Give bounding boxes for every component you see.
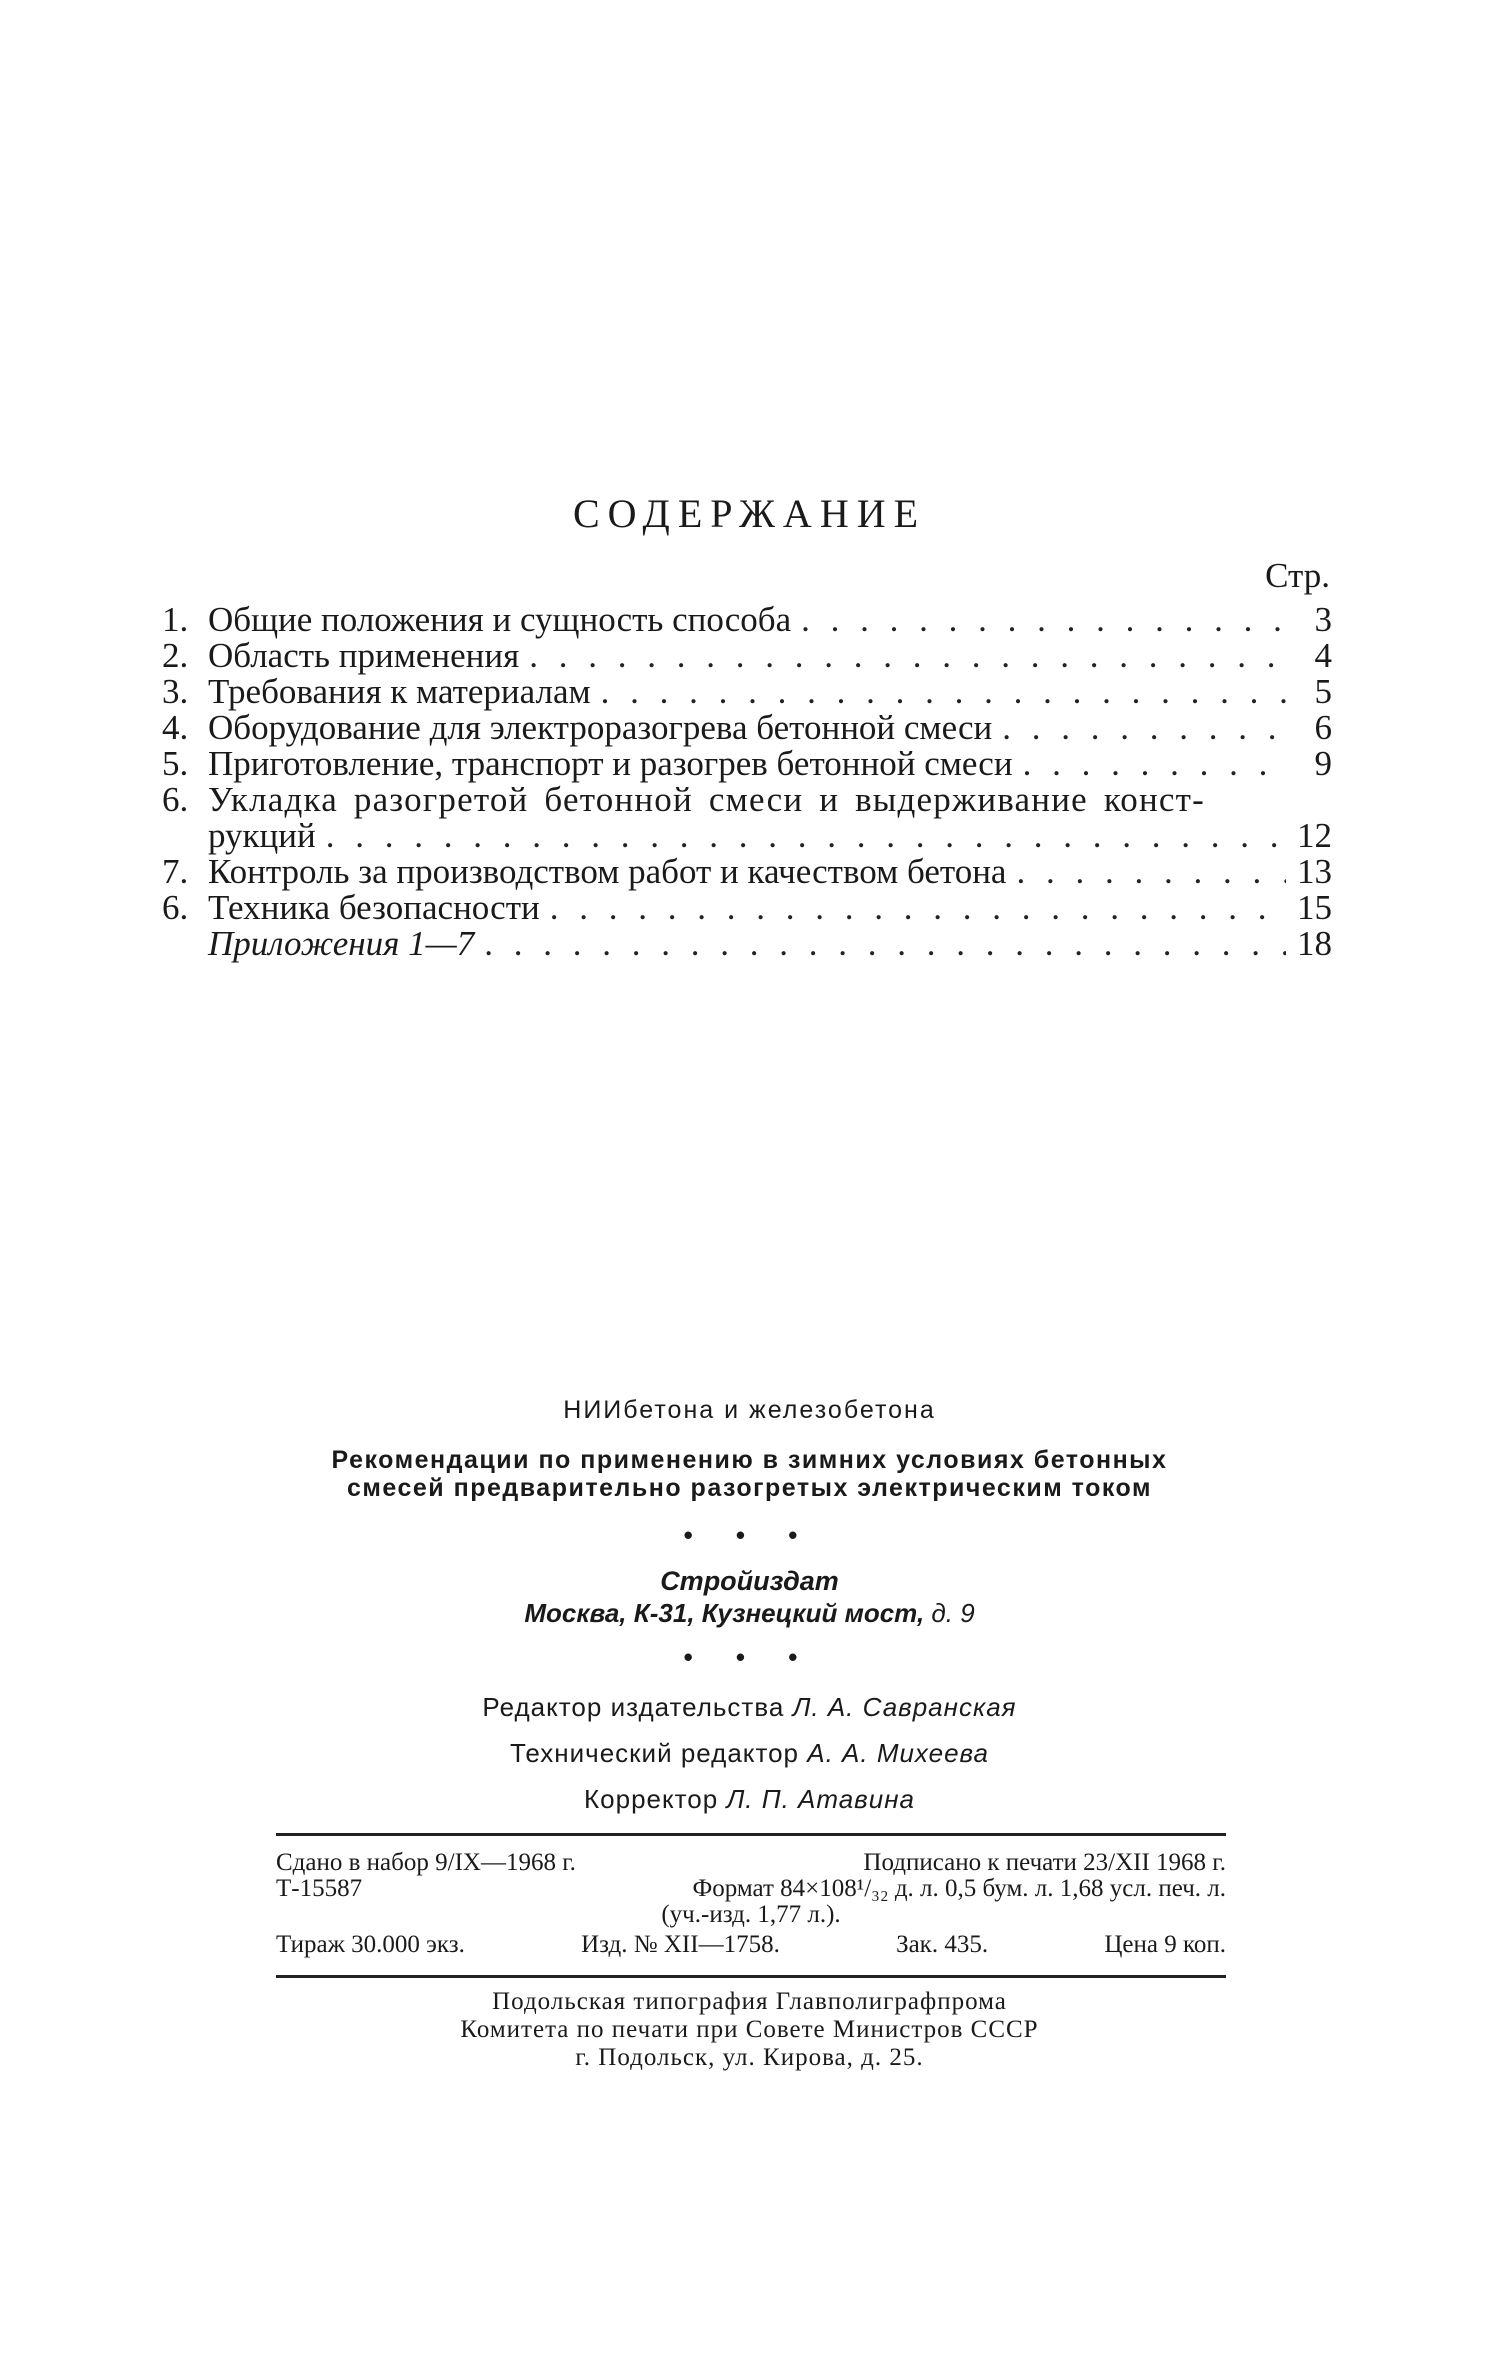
toc-entry bbox=[162, 890, 1332, 926]
toc-dot-leader bbox=[992, 710, 1286, 746]
toc-entry-title-line1: Укладка разогретой бетонной смеси и выдерживание конст- bbox=[208, 780, 1205, 819]
typeset-date: Сдано в набор 9/IX—1968 г. bbox=[276, 1849, 576, 1876]
toc-entry-title: Контроль за производством работ и качеством бетона bbox=[208, 852, 1007, 891]
edition-number: Изд. № XII—1758. bbox=[581, 1931, 780, 1958]
toc-entry-number: 6. bbox=[162, 780, 189, 819]
toc-entry-number: 5. bbox=[162, 744, 189, 783]
print-details bbox=[276, 1850, 1226, 1958]
toc-entry-number: 6. bbox=[162, 888, 189, 927]
toc-entry bbox=[162, 746, 1332, 782]
toc-entry-page: 3 bbox=[1314, 600, 1332, 639]
credit-name: Л. П. Атавина bbox=[726, 1784, 915, 1814]
credit-role: Технический редактор bbox=[509, 1738, 799, 1768]
printer-line1: Подольская типография Главполиграфпрома bbox=[492, 1988, 1007, 2015]
toc-entry bbox=[162, 854, 1332, 890]
toc-entry-page: 6 bbox=[1314, 708, 1332, 747]
print-run: Тираж 30.000 экз. bbox=[276, 1931, 465, 1958]
publisher-sheets: (уч.-изд. 1,77 л.). bbox=[661, 1901, 841, 1928]
toc-entry bbox=[162, 782, 1332, 818]
contents-page-column-header: Стр. bbox=[1265, 556, 1330, 595]
publication-title-line1: Рекомендации по применению в зимних условиях бетонных bbox=[331, 1446, 1168, 1474]
toc-entry bbox=[162, 710, 1332, 746]
divider bbox=[276, 1833, 1226, 1836]
publisher-name: Стройиздат bbox=[660, 1566, 839, 1596]
toc-dot-leader bbox=[791, 602, 1286, 638]
toc-entry-title-line2: рукций bbox=[208, 816, 316, 855]
credit-editor bbox=[0, 1692, 1499, 1723]
address-city: Москва, К-31, bbox=[524, 1598, 695, 1628]
toc-entry bbox=[162, 602, 1332, 638]
price: Цена 9 коп. bbox=[1104, 1931, 1226, 1958]
printer-line3: г. Подольск, ул. Кирова, д. 25. bbox=[575, 2044, 924, 2071]
toc-entry bbox=[162, 638, 1332, 674]
toc-dot-leader bbox=[1013, 746, 1286, 782]
toc-entry-number: 7. bbox=[162, 852, 189, 891]
toc-entry-number: 3. bbox=[162, 672, 189, 711]
toc-entry-number: 4. bbox=[162, 708, 189, 747]
credit-name: А. А. Михеева bbox=[807, 1738, 990, 1768]
toc-dot-leader bbox=[316, 818, 1286, 854]
toc-entry-number: 2. bbox=[162, 636, 189, 675]
printer-info bbox=[0, 1988, 1499, 2072]
toc-entry-page: 18 bbox=[1297, 924, 1332, 963]
toc-dot-leader bbox=[591, 674, 1286, 710]
credit-proofreader bbox=[0, 1784, 1499, 1815]
signed-date: Подписано к печати 23/XII 1968 г. bbox=[863, 1849, 1226, 1876]
credit-technical-editor bbox=[0, 1738, 1499, 1769]
table-of-contents bbox=[162, 602, 1332, 962]
address-house: д. 9 bbox=[931, 1598, 975, 1628]
toc-entry-page: 9 bbox=[1314, 744, 1332, 783]
toc-dot-leader bbox=[1006, 854, 1286, 890]
toc-entry-title: Приложения 1—7 bbox=[208, 924, 475, 963]
toc-entry-title: Оборудование для электроразогрева бетонной смеси bbox=[208, 708, 993, 747]
toc-dot-leader bbox=[540, 890, 1286, 926]
toc-entry bbox=[162, 926, 1332, 962]
toc-entry-continuation bbox=[162, 818, 1332, 854]
toc-dot-leader bbox=[519, 638, 1286, 674]
toc-dot-leader bbox=[474, 926, 1286, 962]
credit-role: Редактор издательства bbox=[482, 1692, 785, 1722]
format-info: Формат 84×108¹/₃₂ д. л. 0,5 бум. л. 1,68 усл. печ. л. bbox=[692, 1875, 1226, 1902]
printer-line2: Комитета по печати при Совете Министров СССР bbox=[460, 2016, 1039, 2043]
separator-ornament: • • • bbox=[683, 1520, 816, 1550]
separator-ornament: • • • bbox=[683, 1642, 816, 1672]
publication-title-line2: смесей предварительно разогретых электрическим током bbox=[347, 1474, 1152, 1502]
contents-title: СОДЕРЖАНИЕ bbox=[572, 491, 927, 536]
credit-name: Л. А. Савранская bbox=[792, 1692, 1017, 1722]
toc-entry-title: Общие положения и сущность способа bbox=[208, 600, 792, 639]
toc-entry-title: Область применения bbox=[208, 636, 520, 675]
publication-title bbox=[0, 1446, 1499, 1502]
toc-entry-title: Требования к материалам bbox=[208, 672, 591, 711]
organization-name: НИИбетона и железобетона bbox=[563, 1396, 936, 1424]
toc-entry-page: 13 bbox=[1297, 852, 1332, 891]
toc-entry-title: Приготовление, транспорт и разогрев бетонной смеси bbox=[208, 744, 1013, 783]
toc-entry-page: 15 bbox=[1297, 888, 1332, 927]
divider bbox=[276, 1975, 1226, 1978]
toc-entry-title: Техника безопасности bbox=[208, 888, 540, 927]
toc-entry-page: 12 bbox=[1297, 816, 1332, 855]
toc-entry bbox=[162, 674, 1332, 710]
toc-entry-page: 4 bbox=[1314, 636, 1332, 675]
license-number: Т-15587 bbox=[276, 1875, 363, 1902]
toc-entry-page: 5 bbox=[1314, 672, 1332, 711]
address-street: Кузнецкий мост, bbox=[701, 1598, 925, 1628]
order-number: Зак. 435. bbox=[896, 1931, 989, 1958]
toc-entry-number: 1. bbox=[162, 600, 189, 639]
publisher-address bbox=[0, 1598, 1499, 1629]
credit-role: Корректор bbox=[584, 1784, 719, 1814]
